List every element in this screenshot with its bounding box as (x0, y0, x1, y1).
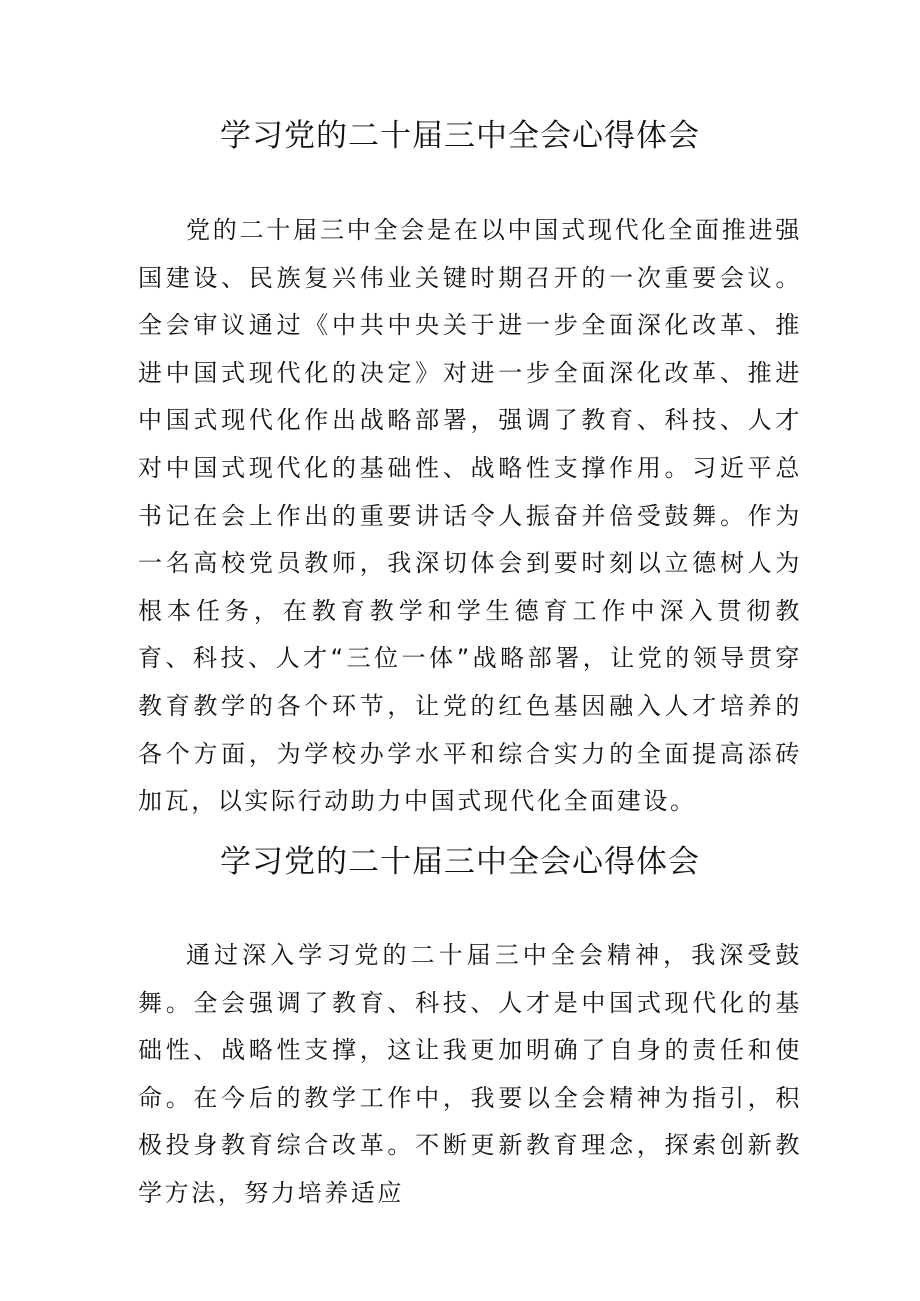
article-paragraph: 党的二十届三中全会是在以中国式现代化全面推进强国建设、民族复兴伟业关键时期召开的一次重要会议。全会审议通过《中共中央关于进一步全面深化改革、推进中国式现代化的决定》对进一步全面深化改革、推进中国式现代化作出战略部署，强调了教育、科技、人才对中国式现代化的基础性、战略性支撑作用。习近平总书记在会上作出的重要讲话令人振奋并倍受鼓舞。作为一名高校党员教师，我深切体会到要时刻以立德树人为根本任务，在教育教学和学生德育工作中深入贯彻教育、科技、人才“三位一体”战略部署，让党的领导贯穿教育教学的各个环节，让党的红色基因融入人才培养的各个方面，为学校办学水平和综合实力的全面提高添砖加瓦，以实际行动助力中国式现代化全面建设。 (138, 216, 802, 816)
article-title: 学习党的二十届三中全会心得体会 (220, 118, 700, 154)
article-paragraph: 通过深入学习党的二十届三中全会精神，我深受鼓舞。全会强调了教育、科技、人才是中国式现代化的基础性、战略性支撑，这让我更加明确了自身的责任和使命。在今后的教学工作中，我要以全会精神为指引，积极投身教育综合改革。不断更新教育理念，探索创新教学方法，努力培养适应 (138, 941, 802, 1207)
article-title: 学习党的二十届三中全会心得体会 (220, 844, 700, 880)
